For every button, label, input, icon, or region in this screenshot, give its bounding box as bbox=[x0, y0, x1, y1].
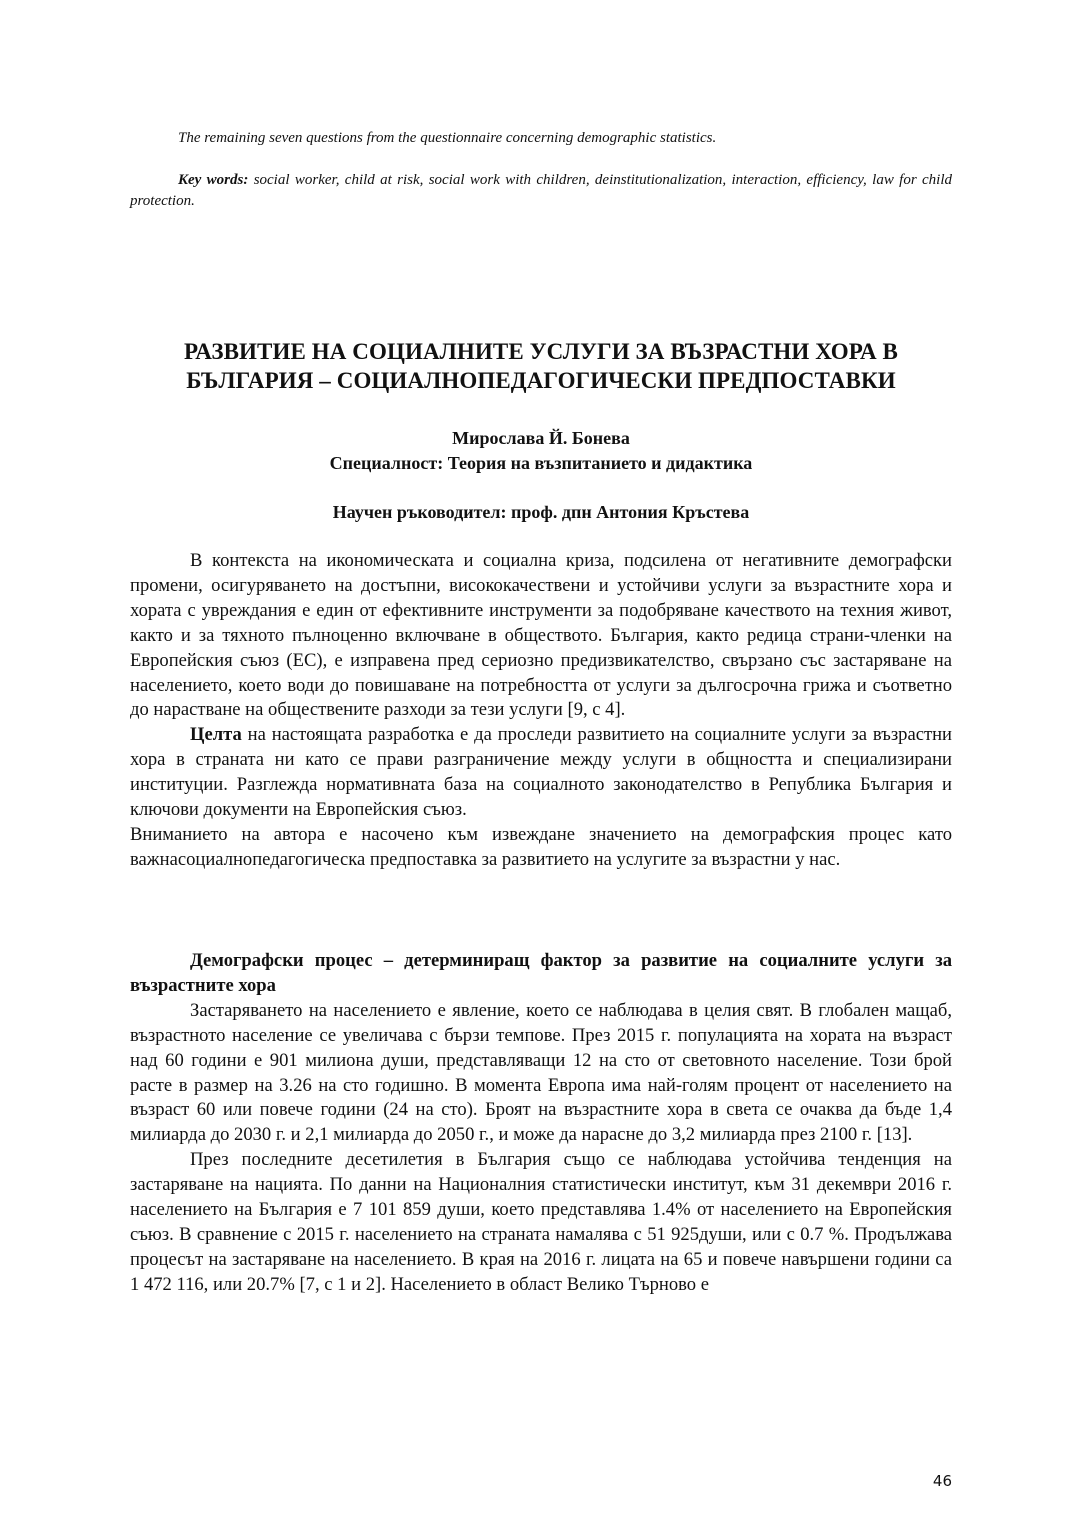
introduction bbox=[130, 549, 952, 873]
author-specialty: Специалност: Теория на възпитанието и дидактика bbox=[329, 453, 753, 473]
scientific-supervisor: Научен ръководител: проф. дпн Антония Кръстева bbox=[332, 502, 750, 522]
author-block bbox=[130, 426, 952, 476]
goal-label: Целта bbox=[190, 724, 242, 746]
page-number: 46 bbox=[932, 1472, 952, 1490]
keywords bbox=[130, 170, 952, 212]
keywords-text: social worker, child at risk, social work with children, deinstitutionalization, interaction, efficiency, law for child protection. bbox=[130, 172, 952, 209]
intro-paragraph-1: В контекста на икономическата и социална криза, подсилена от негативните демографски промени, осигуряването на достъпни, висококачествени и устойчиви услуги за възрастните хора и хората с увреждания е един от ефективните инструменти за подобряване качеството на техния живот, както и за тяхното пълноценно включване в обществото. България, както редица страни-членки на Европейския съюз (ЕС), е изправена пред сериозно предизвикателство, свързано със застаряване на населението, което води до повишаване на потребността от услуги за дългосрочна грижа и съответно до нарастване на обществените разходи за тези услуги [9, с 4]. bbox=[130, 550, 952, 721]
section-demographic-process bbox=[130, 949, 952, 1298]
intro-paragraph-2 bbox=[130, 723, 952, 823]
article-title-line-1: РАЗВИТИЕ НА СОЦИАЛНИТЕ УСЛУГИ ЗА ВЪЗРАСТНИ ХОРА В bbox=[184, 339, 898, 364]
author-name: Мирослава Й. Бонева bbox=[452, 428, 630, 448]
article-title bbox=[130, 337, 952, 395]
goal-text: на настоящата разработка е да проследи развитието на социалните услуги за възрастни хора в страната ни като се прави разграничение между услуги в общността и специализирани институции. Разглежда нормативната база на социалното законодателство в Република България и ключови документи на Европейския съюз. bbox=[130, 724, 952, 821]
keywords-label: Key words: bbox=[178, 172, 249, 188]
article-title-line-2: БЪЛГАРИЯ – СОЦИАЛНОПЕДАГОГИЧЕСКИ ПРЕДПОСТАВКИ bbox=[186, 368, 896, 393]
section-paragraph-2: През последните десетилетия в България също се наблюдава устойчива тенденция на застаряване на нацията. По данни на Националния статистически институт, към 31 декември 2016 г. населението на България е 7 101 859 души, което представлява 1.4% от населението на Европейския съюз. В сравнение с 2015 г. населението на страната намалява с 51 925души, или с 0.7 %. Продължава процесът на застаряване на населението. В края на 2016 г. лицата на 65 и повече навършени години са 1 472 116, или 20.7% [7, с 1 и 2]. Населението в област Велико Търново е bbox=[130, 1149, 952, 1295]
section-heading: Демографски процес – детерминиращ фактор за развитие на социалните услуги за възрастните хора bbox=[130, 950, 952, 996]
intro-paragraph-3: Вниманието на автора е насочено към извеждане значението на демографския процес като важнасоциалнопедагогическа предпоставка за развитието на услугите за възрастни у нас. bbox=[130, 823, 952, 870]
section-paragraph-1: Застаряването на населението е явление, което се наблюдава в целия свят. В глобален мащаб, възрастното население се увеличава с бързи темпове. През 2015 г. популацията на хората на възраст над 60 години е 901 милиона души, представляващи 12 на сто от световното население. Този брой расте в размер на 3.26 на сто годишно. В момента Европа има най-голям процент от населението на възраст 60 или повече години (24 на сто). Броят на възрастните хора в света се очаква да бъде 1,4 милиарда до 2030 г. и 2,1 милиарда до 2050 г., и може да нарасне до 3,2 милиарда през 2100 г. [13]. bbox=[130, 999, 952, 1146]
abstract-closing-sentence: The remaining seven questions from the questionnaire concerning demographic statistics. bbox=[178, 130, 717, 146]
